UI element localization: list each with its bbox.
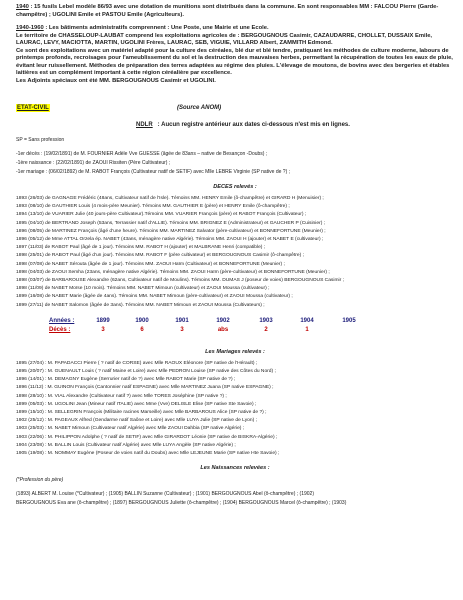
naissances-list: [16, 490, 454, 508]
stats-deces-count: 2: [264, 326, 268, 333]
list-item: 1895 (20/07) : M. GUENAULT Louis ( ? natif Maine et Loire) avec Mlle PEDRON Louise (SP native des Côtes du Nord) ;: [16, 369, 276, 375]
list-item: 1898 (25/01) de RABOT Paul (âgé d'un jour). Témoins MM. RABOT F (père cultivateur) et BERGOUGNOUS Casimir (ô-champêtre) ;: [16, 253, 304, 259]
list-item: 1898 (28/10) : M. VIAL Alexandre (Cultivateur natif ?) avec Mlle TORES Joséphine (SP native ?) ;: [16, 393, 227, 399]
list-item: (1893) ALBERT M. Louise (*Cultivateur) ; (1905) BALLIN Suzanne (Cultivateur) ; (1901) BERGOUGNOUS Abel (ô-champêtre) ; (1902): [16, 491, 314, 498]
list-item: 1896 (11/12) : M. GUINON François (Cantonnier natif ESPAGNE) avec Mlle MARTINEZ Juana (SP native ESPAGNE) ;: [16, 385, 274, 391]
stats-year: 1899: [96, 317, 110, 324]
list-item: 1893 (08/10) de GAUTHIER Louis (4 mois-père Meunier). Témoins MM. GAUTHIER E (père) et HENRY Emile (ô-champêtre) ;: [16, 204, 290, 210]
list-item: 1897 (11/03) de RABOT Paul (âgé de 1 jour). Témoins MM. RABOT H (ajouter) et MALBRANE Henri (compatible) ;: [16, 245, 266, 251]
list-item: 1898 (04/03) de ZAOUI Semha (23ans, ménagère native Algérie). Témoins MM. ZAOUI Haïm (père-cultivateur) et BONNEFORTUNE (Meunier) ;: [16, 269, 330, 275]
list-item: 1902 (25/12) : M. PAGEAUX Alfred (Gendarme natif Saône et Loire) avec Mlle LUYA Julie (SP native de Lyon) ;: [16, 418, 257, 424]
stats-deces-count: abs: [217, 326, 229, 333]
paragraph-territory: Le territoire de CHASSELOUP-LAUBAT comprend les exploitations agricoles de : BERGOUGNOUS Casimir, CAZAUDARRE, CHOLLET, DUSSAIX Emile, LAURAC, LEVY, MACIOTTA, MARTIN, UGOLINI Frères, LAURAC, SEB, VIGUIE, VILLARD Albert, ZAMMITH Edmond.: [16, 32, 433, 46]
naissances-note: (*Profession du père): [16, 477, 64, 484]
list-item: 1896 (05/12) de Mme ATTAL Orzela ép. NABET (43ans, ménagère native Algérie). Témoins MM. ZAOUI H (ajouter) et NABET E (cultivateur) ;: [16, 237, 324, 243]
stats-year: 1902: [216, 317, 230, 324]
first-mariage: -1er mariage : (06/02/1892) de M. RABOT François (Cultivateur natif de SETIF) avec Mlle LEBRE Virginie (SP native de ?) ;: [16, 169, 291, 175]
paragraph-1940-1960: [16, 25, 454, 33]
list-item: 1893 (26/03) de GAGNAGE Frédéric (48ans, Cultivateur natif de l'Isle). Témoins MM. HENRY Emile (ô-champêtre) et GIRARD H (Menuisier) ;: [16, 196, 324, 201]
list-item: 1895 (27/04) : M. PAPADACCI Pierre ( ? natif de CORSE) avec Mlle RAOUX Eléonore (SP native de l'Hérault) ;: [16, 360, 258, 366]
stats-deces-count: 6: [140, 326, 144, 333]
ndlr-key: NDLR: [136, 122, 153, 128]
year-range-1940-1960: 1940-1960: [16, 25, 44, 31]
etat-civil-heading: ETAT-CIVIL: [17, 105, 49, 111]
ndlr-note: [136, 121, 454, 129]
list-item: 1896 (14/01) : M. DEMAGNY Eugène (Serrurier natif de ?) avec Mlle RABOT Marie (SP native de ?) ;: [16, 377, 236, 383]
deces-title: DECES relevés :: [213, 184, 257, 190]
list-item: 1898 (07/08) de NABET Sérouta (âgée de 1 jour). Témoins MM. ZAOUI Haïm (Cultivateur) et BONNEFORTUNE (Meunier) ;: [16, 261, 285, 267]
list-item: 1903 (25/03) : M. NABET Mimoun (Cultivateur natif Algérie) avec Mlle ZAOUI Dahbia (SP native Algérie) ;: [16, 426, 245, 432]
mariages-title: Les Mariages relevés :: [205, 348, 265, 355]
stats-year: 1903: [259, 317, 273, 324]
list-item: 1895 (04/10) de BERTRAND Joseph (53ans, Terrassier natif d'ALLIE). Témoins MM. BRIGNEZ E (Administrateur) et GAUCHER P (Cuisinier) ;: [16, 220, 326, 226]
list-item: 1905 (19/08) : M. NOMMAY Eugène (Poseur de voies natif du Doubs) avec Mlle LEJEUNE Marie (SP native Hte Savoie) ;: [16, 451, 280, 457]
stats-year: 1904: [300, 317, 314, 324]
first-events: [16, 150, 454, 177]
stats-deces-count: 3: [101, 326, 105, 333]
list-item: 1896 (08/05) de MARTINEZ François (âgé d'une heure). Témoins MM. MARTINEZ Salvator (père-cultivateur) et BONNEFORTUNE (Meunier) ;: [16, 228, 326, 234]
stats-year: 1905: [342, 317, 356, 324]
stats-deces-label: Décès :: [49, 326, 71, 333]
stats-year: 1901: [175, 317, 189, 324]
paragraph-exploitations: Ce sont des exploitations avec un matériel adapté pour la culture des céréales, blé dur et blé tendre, pratiquant les méthodes de culture moderne, labours de printemps profonds, recroisages pour l'ameublissement du sol et la destruction des mauvaises herbes, permettant la récupération de toutes les eaux de pluie, évitant leur ruissellement. Méthodes de préparation des terres adaptées au régime des pluies. L'élevage de moutons, de bovins avec des bergeries et étables laitières est un complément important à cette région céréalière par excellence.: [16, 47, 453, 76]
paragraph-1940-text: : 15 fusils Lebel modèle 86/93 avec une dotation de munitions sont distribués dans la commune. En sont responsables MM : FALCOU Pierre (Garde-champêtre) ; UGOLINI Emile et PASTOU Emile (Agriculteurs).: [16, 4, 439, 18]
deces-list: [16, 195, 454, 310]
year-1940: 1940: [16, 4, 29, 10]
list-item: 1899 (16/08) de NABET Marie (âgée de 4ans). Témoins MM. NABET Mimoun (père-cultivateur) et ZAOUI Moussa (cultivateur) ;: [16, 294, 293, 300]
stats-year: 1900: [135, 317, 149, 324]
paragraph-adjoints: Les Adjoints spéciaux ont été MM. BERGOUGNOUS Casimir et UGOLINI.: [16, 77, 216, 84]
paragraph-buildings-text: : Les bâtiments administratifs comprennent : Une Poste, une Mairie et une Ecole.: [43, 25, 269, 31]
list-item: 1899 (05/03) : M. UGOLINI Jean (Mineur natif ITALIE) avec Mme (Vve) DELISLE Elise (SP native Ste Savoie) ;: [16, 401, 257, 407]
first-deces: -1er décès : (19/02/1891) de M. FOURNIER Adèle Vve GUESSE (âgée de 83ans – native de Besançon -Doubs) ;: [16, 151, 268, 157]
list-item: BERGOUGNOUS Eva ane (ô-champêtre) ; (1897) BERGOUGNOUS Juliette (ô-champêtre) ; (1904) BERGOUGNOUS Marcel (ô-champêtre) ; (1903): [16, 500, 347, 507]
stats-years-label: Années :: [49, 317, 75, 324]
etat-civil-row: [16, 104, 454, 113]
list-item: 1904 (23/08) : M. BALLIN Louis (Cultivateur natif Algérie) avec Mlle LUYA Angèle (SP native Algérie) ;: [16, 442, 236, 448]
list-item: 1899 (15/10) : M. SELLEGRIN François (Militaire racines Marseille) avec Mlle BARBAROUS Alice (SP native de ?) ;: [16, 410, 267, 416]
stats-deces-count: 1: [305, 326, 309, 333]
list-item: 1898 (11/09) de NABET Moïse (10 mois). Témoins MM. NABET Mimoun (cultivateur) et ZAOUI Moussa (cultivateur) ;: [16, 286, 270, 292]
etat-civil-source: (Source ANOM): [177, 105, 222, 111]
sp-note: SP = Sans profession: [16, 137, 65, 143]
mariages-list: [16, 360, 454, 458]
list-item: 1894 (13/10) de VUARIER Julie (40 jours-père Cultivateur).Témoins MM. VUARIER François (père) et RABOT François (Cultivateur) ;: [16, 212, 307, 218]
paragraph-1940: [16, 4, 454, 19]
list-item: 1899 (27/11) de NABET Salomon (âgée de 3ans). Témoins MM. NABET Mimoun et ZAOUI Moussa (Cultivateurs) ;: [16, 302, 265, 308]
ndlr-text: : Aucun registre antérieur aux dates ci-dessous n'est mis en lignes.: [157, 122, 350, 128]
first-naissance: -1ère naissance : (22/02/1891) de ZAOUI Rissiten (Père Cultivateur) ;: [16, 160, 171, 166]
list-item: 1903 (22/06) : M. PHILIPPON Adolphe ( ? natif de SETIF) avec Mlle GIRARDOT Léonie (SP native de BISKRA-Algérie) ;: [16, 434, 278, 440]
list-item: 1898 (03/07) de BARBAROUSE Alexandre (62ans, Cultivateur natif de Moulins). Témoins MM. DUMAS J (poseur de voies) BERGOUGNOUS Casimir ;: [16, 278, 344, 284]
stats-deces-count: 3: [180, 326, 184, 333]
naissances-title: Les Naissances relevées :: [200, 465, 270, 472]
deces-stats: [16, 318, 454, 336]
